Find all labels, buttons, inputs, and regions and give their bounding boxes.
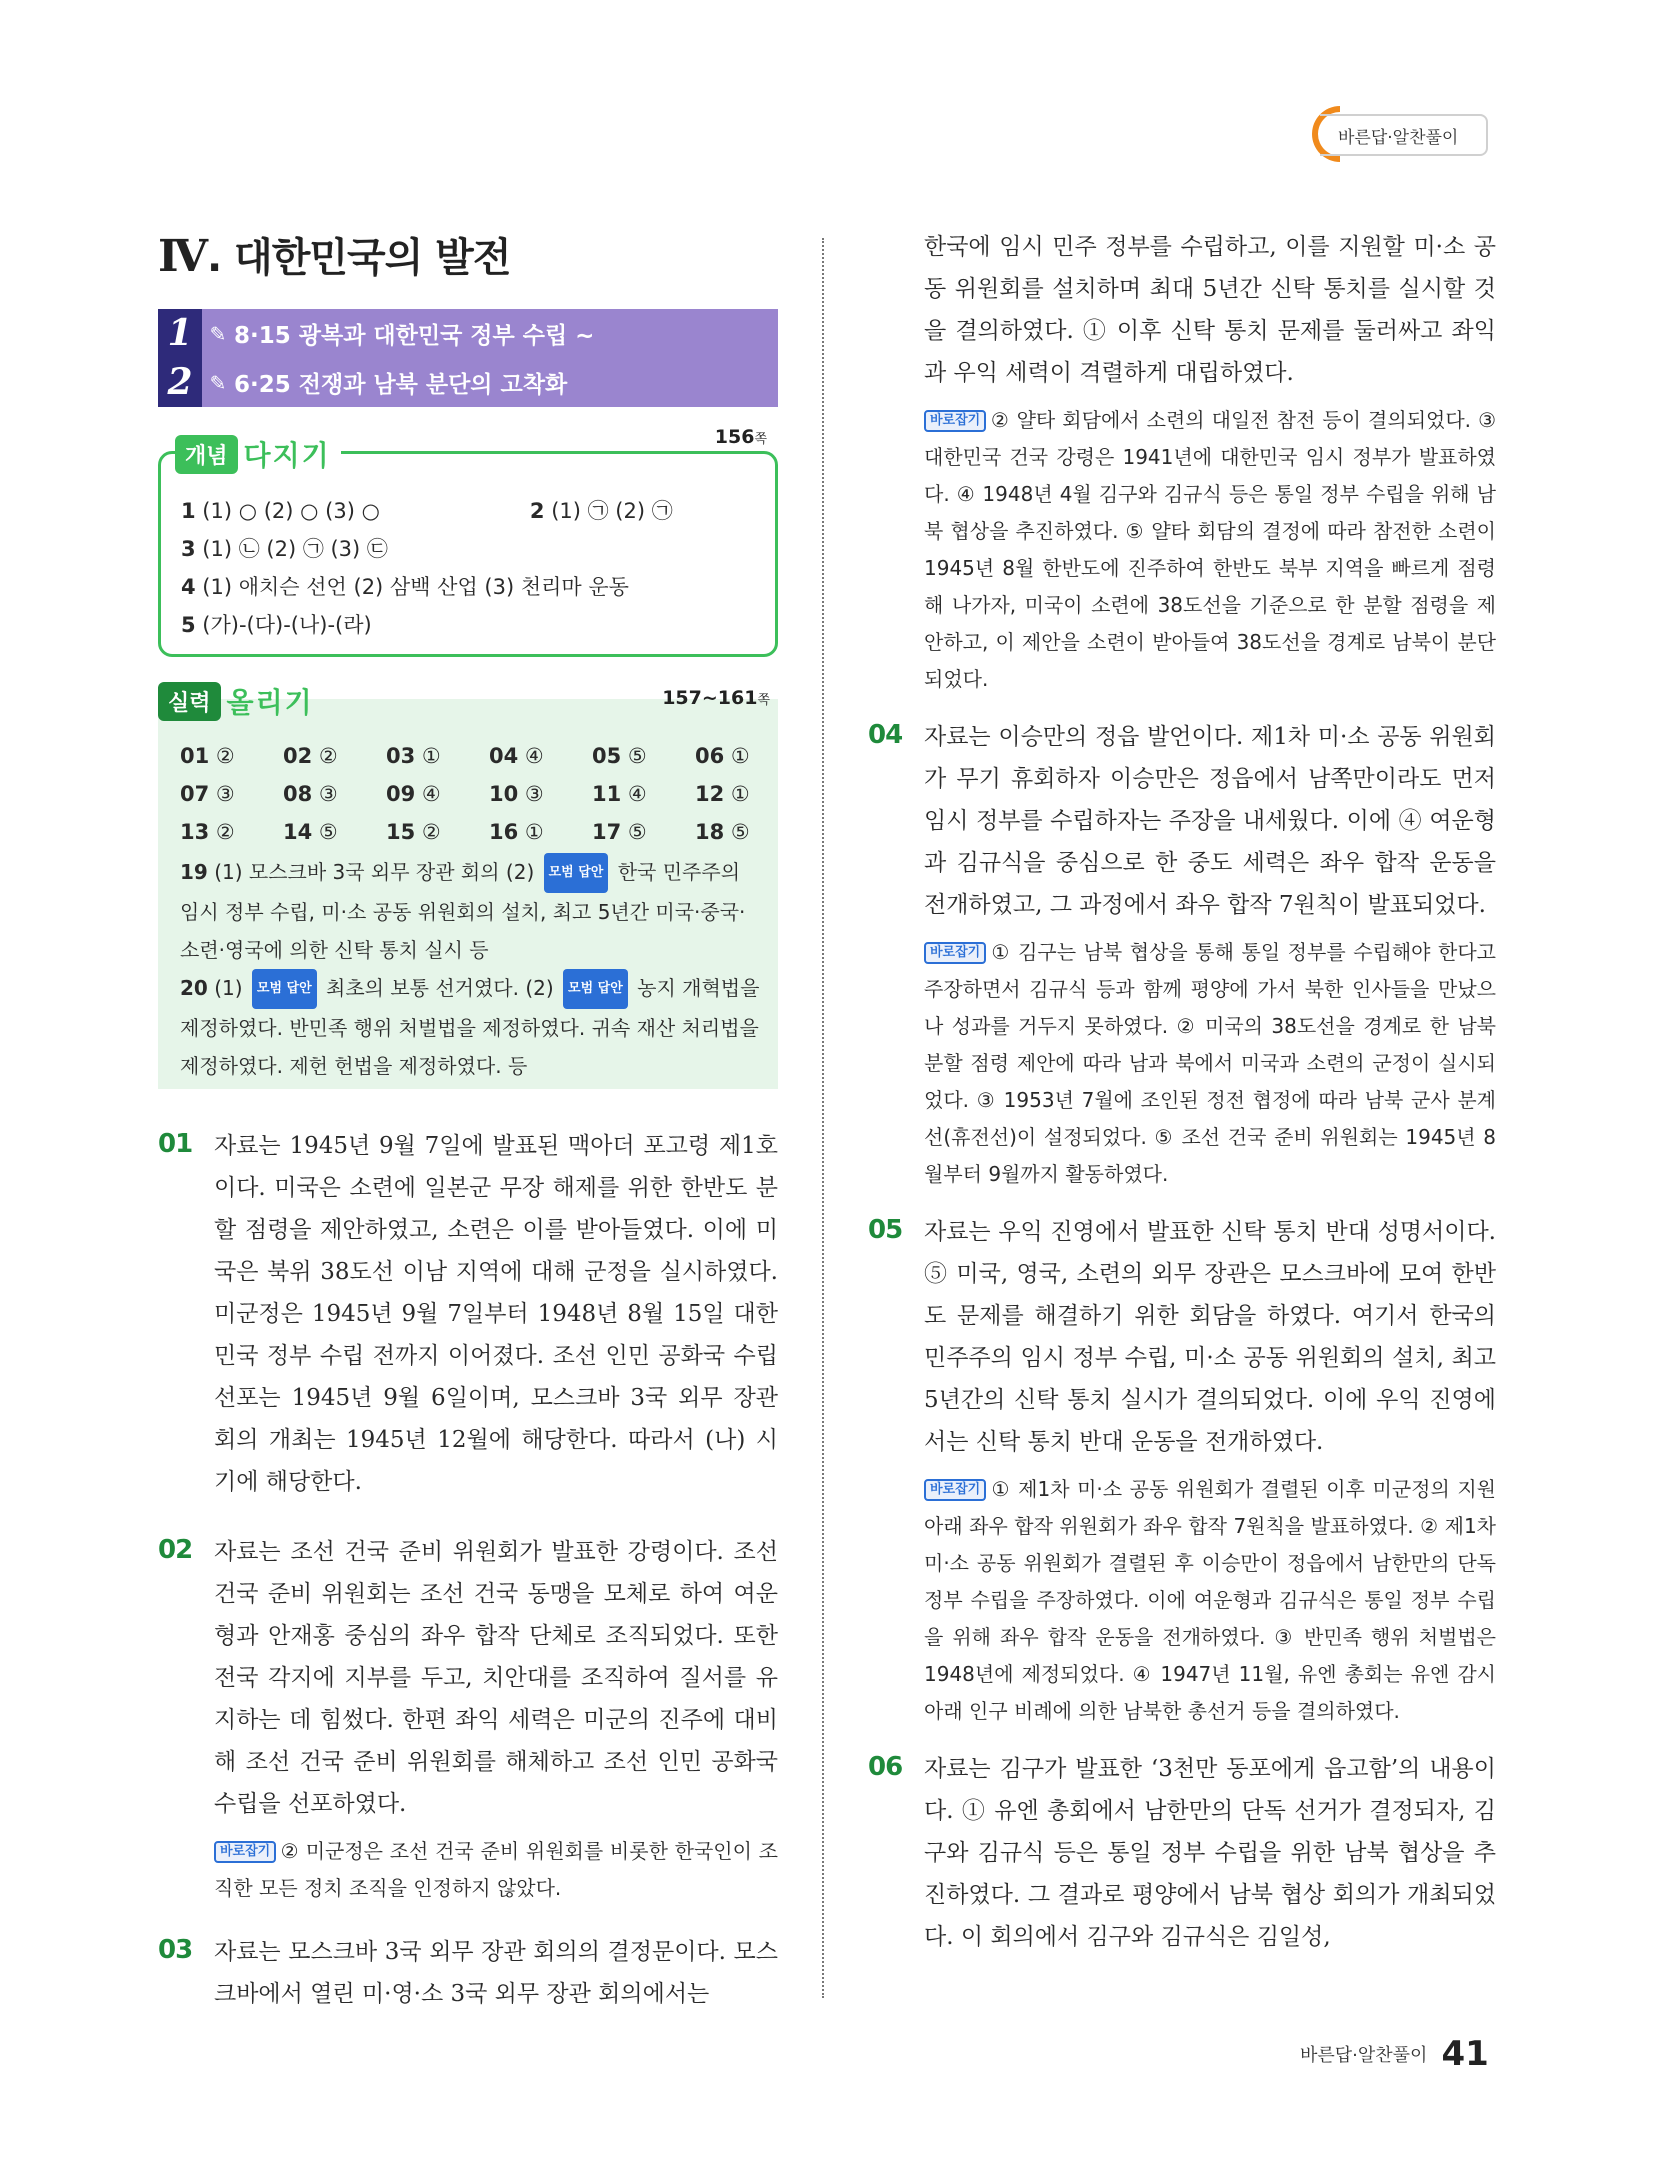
concept-line [181,492,673,530]
answer-num: 13 [180,820,210,844]
answer-cell [386,782,489,806]
concept-num: 5 [181,613,196,637]
answer-cell [695,820,798,844]
answer-value: ④ [421,782,441,806]
correction-note [924,934,1496,1193]
concept-line [181,568,673,606]
correction-badge: 바로잡기 [214,1841,276,1863]
page-footer [1300,2034,1489,2074]
answer-value: ⑤ [627,820,647,844]
answer-value: ① [524,820,544,844]
q19-part2: 한국 민주주의 임시 정부 수립, 미·소 공동 위원회의 설치, 최고 5년간 미국·중국·소련·영국에 의한 신탁 통치 실시 등 [180,860,746,962]
concept-page: 156 [714,426,755,448]
concept-answers [181,492,673,644]
answer-value: ⑤ [730,820,750,844]
answer-num: 11 [592,782,622,806]
question-explanation: 자료는 조선 건국 준비 위원회가 발표한 강령이다. 조선 건국 준비 위원회는 조선 건국 동맹을 모체로 하여 여운형과 안재홍 중심의 좌우 합작 단체로 조직되었다. 또한 전국 각지에 지부를 두고, 치안대를 조직하여 질서를 유지하는 데 힘썼다. 한편 좌익 세력은 미군의 진주에 대비해 조선 건국 준비 위원회를 해체하고 조선 인민 공화국 수립을 선포하였다. [214,1539,778,1817]
skill-tag [158,681,314,721]
concept-num: 2 [529,499,545,523]
correction-text: ① 김구는 남북 협상을 통해 통일 정부를 수립해야 한다고 주장하면서 김규식 등과 함께 평양에 가서 북한 인사들을 만났으나 성과를 거두지 못하였다. ② 미국의 38도선을 경계로 한 남북 분할 점령 제안에 따라 남과 북에서 미국과 소련의 군정이 실시되었다. ③ 1953년 7월에 조인된 정전 협정에 따라 남북 군사 분계선(휴전선)이 설정되었다. ⑤ 조선 건국 준비 위원회는 1945년 8월부터 9월까지 활동하였다. [924,940,1496,1186]
question-05 [868,1211,1496,1730]
column-divider [822,238,824,1998]
model-answer-badge: 모범 답안 [563,969,628,1009]
question-explanation: 자료는 우익 진영에서 발표한 신탁 통치 반대 성명서이다. ⑤ 미국, 영국, 소련의 외무 장관은 모스크바에 모여 한반도 문제를 해결하기 위한 회담을 하였다. 여기서 한국의 민주주의 임시 정부 수립, 미·소 공동 위원회의 설치, 최고 5년간의 신탁 통치 실시가 결의되었다. 이에 우익 진영에서는 신탁 통치 반대 운동을 전개하였다. [924,1219,1496,1455]
question-03 [158,1931,778,2015]
answer-cell [592,744,695,768]
banner-row-1 [158,309,778,358]
concept-tag [175,434,341,474]
q20-part1: (1) [207,976,249,1000]
answer-cell [180,820,283,844]
answer-value: ③ [215,782,235,806]
question-01 [158,1125,778,1503]
answer-num: 05 [592,744,622,768]
answer-cell [489,782,592,806]
answer-row [180,813,798,851]
q20-answer [180,969,760,1085]
right-column [868,226,1496,1958]
skill-page: 157~161 [662,687,758,709]
answer-num: 06 [695,744,725,768]
concept-answer: (1) ○ (2) ○ (3) ○ [195,499,380,523]
question-explanation: 자료는 이승만의 정읍 발언이다. 제1차 미·소 공동 위원회가 무기 휴회하자 이승만은 정읍에서 남쪽만이라도 먼저 임시 정부를 수립하자는 주장을 내세웠다. 이에 ④ 여운형과 김규식을 중심으로 한 중도 세력은 좌우 합작 운동을 전개하였고, 그 과정에서 좌우 합작 7원칙이 발표되었다. [924,724,1496,918]
pencil-icon: ✎ [209,370,227,395]
concept-page-unit: 쪽 [754,432,767,447]
answer-num: 17 [592,820,622,844]
answer-row [180,737,798,775]
answer-cell [386,820,489,844]
q19-num: 19 [180,860,208,884]
answer-num: 14 [283,820,313,844]
question-explanation: 자료는 1945년 9월 7일에 발표된 맥아더 포고령 제1호이다. 미국은 소련에 일본군 무장 해제를 위한 한반도 분할 점령을 제안하였고, 소련은 이를 받아들였다. 이에 미국은 북위 38도선 이남 지역에 대해 군정을 실시하였다. 미군정은 1945년 9월 7일부터 1948년 8월 15일 대한민국 정부 수립 전까지 이어졌다. 조선 인민 공화국 수립 선포는 1945년 9월 6일이며, 모스크바 3국 외무 장관 회의 개최는 1945년 12월에 해당한다. 따라서 (나) 시기에 해당한다. [214,1133,778,1495]
unit-banner [158,309,778,407]
correction-note [924,402,1496,698]
skill-page-unit: 쪽 [757,693,770,708]
answer-cell [592,782,695,806]
answer-cell [283,744,386,768]
correction-text: ① 제1차 미·소 공동 위원회가 결렬된 이후 미군정의 지원 아래 좌우 합작 위원회가 좌우 합작 7원칙을 발표하였다. ② 제1차 미·소 공동 위원회가 결렬된 후 이승만이 정읍에서 남한만의 단독 정부 수립을 주장하였다. 이에 여운형과 김규식은 통일 정부 수립을 위해 좌우 합작 운동을 전개하였다. ③ 반민족 행위 처벌법은 1948년에 제정되었다. ④ 1947년 11월, 유엔 총회는 유엔 감시 아래 인구 비례에 의한 남북한 총선거 등을 결의하였다. [924,1477,1496,1723]
question-explanation: 자료는 김구가 발표한 ‘3천만 동포에게 읍고함’의 내용이다. ① 유엔 총회에서 남한만의 단독 선거가 결정되자, 김구와 김규식 등은 통일 정부 수립을 위한 남북 협상을 추진하였다. 그 결과로 평양에서 남북 협상 회의가 개최되었다. 이 회의에서 김구와 김규식은 김일성, [924,1756,1496,1950]
answer-cell [180,782,283,806]
answer-num: 02 [283,744,313,768]
question-explanation: 한국에 임시 민주 정부를 수립하고, 이를 지원할 미·소 공동 위원회를 설치하며 최대 5년간 신탁 통치를 실시할 것을 결의하였다. ① 이후 신탁 통치 문제를 둘러싸고 좌익과 우익 세력이 격렬하게 대립하였다. [924,234,1496,386]
question-03-continued [868,226,1496,698]
concept-answer: (1) ㉡ (2) ㉠ (3) ㉢ [195,537,388,561]
answer-value: ③ [524,782,544,806]
section-title [158,226,778,283]
skill-tag-label: 실력 [158,682,221,721]
model-answer-badge: 모범 답안 [544,853,609,893]
banner-text: 8·15 광복과 대한민국 정부 수립 ~ [234,323,595,349]
question-number: 02 [158,1535,193,1565]
answer-cell [489,820,592,844]
answer-num: 10 [489,782,519,806]
answer-num: 04 [489,744,519,768]
question-04 [868,716,1496,1193]
concept-page-ref [715,426,767,448]
concept-num: 3 [181,537,196,561]
page-number: 41 [1441,2034,1489,2074]
answer-num: 01 [180,744,210,768]
footer-label: 바른답·알찬풀이 [1300,2045,1428,2066]
concept-answer: (가)-(다)-(나)-(라) [195,613,372,637]
header-badge: 바른답·알찬풀이 [1320,114,1488,156]
answer-num: 09 [386,782,416,806]
question-number: 04 [868,720,903,750]
answer-value: ① [421,744,441,768]
section-title-text: . 대한민국의 발전 [206,235,511,281]
answer-num: 03 [386,744,416,768]
concept-line [181,606,673,644]
answer-value: ④ [524,744,544,768]
concept-line [181,530,673,568]
answer-value: ② [318,744,338,768]
concept-answer: (1) 애치슨 선언 (2) 삼백 산업 (3) 천리마 운동 [195,575,629,599]
answer-num: 16 [489,820,519,844]
skill-tag-script: 올리기 [226,686,314,719]
correction-badge: 바로잡기 [924,410,986,432]
answer-value: ⑤ [318,820,338,844]
answer-grid [180,737,798,851]
concept-num: 4 [181,575,196,599]
answer-cell [180,744,283,768]
answer-row [180,775,798,813]
banner-row-2 [158,358,778,407]
correction-badge: 바로잡기 [924,942,986,964]
answer-cell [283,820,386,844]
question-number: 03 [158,1935,193,1965]
answer-cell [695,782,798,806]
answer-num: 15 [386,820,416,844]
correction-note [924,1471,1496,1730]
concept-review-box [158,426,778,657]
banner-text: 6·25 전쟁과 남북 분단의 고착화 [234,372,568,398]
answer-cell [386,744,489,768]
q19-answer [180,853,760,969]
answer-cell [489,744,592,768]
question-06 [868,1748,1496,1958]
skill-page-ref [662,687,770,709]
essay-answers [180,853,760,1085]
answer-value: ⑤ [627,744,647,768]
q20-num: 20 [180,976,208,1000]
correction-note [214,1833,778,1907]
banner-number: 2 [158,358,202,407]
answer-num: 18 [695,820,725,844]
pencil-icon: ✎ [209,321,227,346]
banner-number: 1 [158,309,202,358]
section-roman-numeral: Ⅳ [158,231,207,282]
concept-answer: (1) ㉠ (2) ㉠ [544,499,673,523]
question-02 [158,1531,778,1907]
answer-value: ② [215,744,235,768]
q20-part3: 농지 개혁법을 제정하였다. 반민족 행위 처벌법을 제정하였다. 귀속 재산 처리법을 제정하였다. 제헌 헌법을 제정하였다. 등 [180,976,760,1078]
q19-part1: (1) 모스크바 3국 외무 장관 회의 (2) [207,860,541,884]
answer-num: 08 [283,782,313,806]
answer-value: ① [730,782,750,806]
answer-num: 12 [695,782,725,806]
answer-cell [283,782,386,806]
answer-cell [592,820,695,844]
answer-value: ② [215,820,235,844]
question-explanation: 자료는 모스크바 3국 외무 장관 회의의 결정문이다. 모스크바에서 열린 미·영·소 3국 외무 장관 회의에서는 [214,1939,778,2007]
answer-value: ② [421,820,441,844]
question-number: 05 [868,1215,903,1245]
answer-value: ① [730,744,750,768]
correction-text: ② 미군정은 조선 건국 준비 위원회를 비롯한 한국인이 조직한 모든 정치 조직을 인정하지 않았다. [214,1839,778,1900]
correction-text: ② 얄타 회담에서 소련의 대일전 참전 등이 결의되었다. ③ 대한민국 건국 강령은 1941년에 대한민국 임시 정부가 발표하였다. ④ 1948년 4월 김구와 김규식 등은 통일 정부 수립을 위해 남북 협상을 추진하였다. ⑤ 얄타 회담의 결정에 따라 참전한 소련이 1945년 8월 한반도에 진주하여 한반도 북부 지역을 빠르게 점령해 나가자, 미국이 소련에 38도선을 기준으로 한 분할 점령을 제안하고, 이 제안을 소련이 받아들여 38도선을 경계로 남북이 분단되었다. [924,408,1496,691]
concept-num: 1 [181,499,196,523]
answer-value: ③ [318,782,338,806]
model-answer-badge: 모범 답안 [252,969,317,1009]
answer-cell [695,744,798,768]
q20-part2: 최초의 보통 선거였다. (2) [319,976,561,1000]
question-number: 06 [868,1752,903,1782]
answer-value: ④ [627,782,647,806]
skill-up-box [158,686,778,1089]
concept-tag-script: 다지기 [243,439,331,472]
correction-badge: 바로잡기 [924,1479,986,1501]
question-number: 01 [158,1129,193,1159]
left-column [158,226,778,2015]
answer-num: 07 [180,782,210,806]
concept-tag-label: 개념 [175,435,238,474]
